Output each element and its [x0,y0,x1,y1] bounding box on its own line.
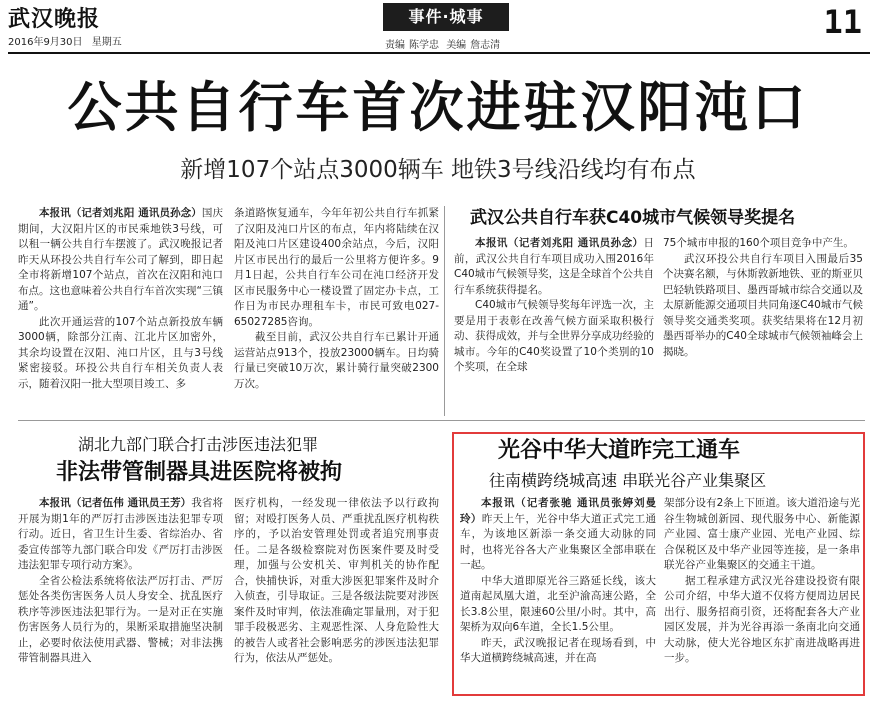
optics-paragraph-1: 昨天上午，光谷中华大道正式完工通车，为该地区新添一条交通大动脉的同时，也将光谷各大产业集聚区全部串联在一起。 [460,512,657,571]
column-divider [444,206,445,416]
award-paragraph-4: 武汉环投公共自行车项目入围最后35个决赛名额，与休斯敦新地铁、亚的斯亚贝巴轻轨铁路项目、墨西哥城市综合交通以及太原新能源交通项目共同角逐C40城市气候领导奖交通类奖项。获奖结果将在12月初墨西哥举办的C40全球城市气候领袖峰会上揭晓。 [663,252,863,358]
designer-name: 詹志清 [470,40,501,51]
award-article-col2 [663,236,863,360]
masthead-rule [8,52,870,54]
award-title: 武汉公共自行车获C40城市气候领导奖提名 [470,208,796,228]
hospital-paragraph-3: 医疗机构，一经发现一律依法予以行政拘留；对殴打医务人员、严重扰乱医疗机构秩序的，予以治安管理处罚或者追究刑事责任。二是各级检察院对伤医案件要及时受理，加强与公安机关、审判机关的协作配合，快捕快诉，对重大涉医犯罪案件及时介入侦查，引导取证。三是各级法院要对涉医案件及时审判，依法准确定罪量刑，对于犯罪手段极恶劣、主观恶性深、人身危险性大的被告人或者社会影响恶劣的涉医违法犯罪行为，依法从严惩处。 [234,497,439,664]
editor-credits [385,36,504,51]
optics-article-col1 [460,496,656,667]
page-number: 11 [823,3,862,41]
lead-paragraph-4: 截至目前，武汉公共自行车已累计开通运营站点913个，投放23000辆车。日均骑行量已突破10万次，累计骑行量突破2300万次。 [234,331,439,390]
award-paragraph-2: C40城市气候领导奖每年评选一次，主要是用于表彰在改善气候方面采取积极行动、获得成效，并与全世界分享成功经验的城市。今年的C40奖设置了10个类别的10个奖项，在全球 [454,299,654,373]
award-article-col1 [454,236,654,376]
award-paragraph-3: 75个城市申报的160个项目竞争中产生。 [663,237,854,249]
designer-label: 美编 [446,40,467,51]
issue-weekday: 星期五 [91,37,122,48]
hospital-kicker: 湖北九部门联合打击涉医违法犯罪 [78,435,319,454]
optics-byline: 本报讯（记者张驰 通讯员张婷刘曼玲） [460,497,656,525]
issue-date: 2016年9月30日 [8,37,83,48]
optics-paragraph-2: 中华大道即原光谷三路延长线，该大道南起凤凰大道，北至沪渝高速公路，全长3.8公里，限速60公里/小时。其中，高架桥为双向6车道，全长1.5公里。 [460,574,656,633]
optics-paragraph-3: 昨天，武汉晚报记者在现场看到，中华大道横跨绕城高速，并在高 [460,636,656,664]
optics-subtitle: 往南横跨绕城高速 串联光谷产业集聚区 [489,471,767,490]
lead-subheadline: 新增107个站点3000辆车 地铁3号线沿线均有布点 [180,157,696,183]
optics-paragraph-5: 据工程承建方武汉光谷建设投资有限公司介绍，中华大道不仅将方便周边居民出行、服务招商引资，还将配套各大产业园区发展，并为光谷再添一条南北向交通大动脉，使大光谷地区东扩南进战略再进一步。 [664,574,860,664]
optics-title: 光谷中华大道昨完工通车 [498,438,741,463]
lead-byline: 本报讯（记者刘兆阳 通讯员孙念） [39,207,202,219]
lead-article-col1 [18,206,223,392]
optics-paragraph-4: 架部分设有2条上下匝道。该大道沿途与光谷生物城创新园、现代服务中心、新能源产业园、富士康产业园、光电产业园、综合保税区及中华产业园等连接，是一条串联光谷产业集聚区的交通主干道。 [664,497,860,571]
hospital-byline: 本报讯（记者伍伟 通讯员王芳） [39,497,192,509]
hospital-title: 非法带管制器具进医院将被拘 [56,460,343,485]
lead-paragraph-2: 此次开通运营的107个站点新投放车辆3000辆，除部分江南、江北片区加密外，其余均设置在汉阳、沌口片区，且与3号线紧密接驳。环投公共自行车相关负责人表示，随着汉阳一批大型项目竣工、多 [18,315,223,390]
hospital-paragraph-1: 我省将开展为期1年的严厉打击涉医违法犯罪专项行动。近日，省卫生计生委、省综治办、省委宣传部等九部门联合印发《严厉打击涉医违法犯罪专项行动方案》。 [18,497,224,571]
hospital-article-col2 [234,496,439,667]
newspaper-name: 武汉晚报 [8,6,101,32]
editor-label: 责编 [385,40,405,51]
optics-article-col2 [664,496,860,667]
lead-article-col2 [234,206,439,392]
lead-headline: 公共自行车首次进驻汉阳沌口 [67,76,809,139]
masthead [0,0,876,52]
editor-name: 陈学忠 [409,40,439,51]
hospital-article-col1 [18,496,223,667]
section-divider [18,420,865,421]
lead-paragraph-3: 条道路恢复通车，今年年初公共自行车抓紧了汉阳及沌口片区的布点，年内将陆续在汉阳及沌口片区建设400余站点，今后，汉阳片区市民出行的最后一公里将方便许多。9月1日起，公共自行车公司在沌口经济开发区市民服务中心一楼设置了固定办卡点，工作日为市民办理租车卡，市民可致电027-65027285咨询。 [234,207,439,328]
award-paragraph-1: 日前，武汉公共自行车项目成功入围2016年C40城市气候领导奖，这是全球首个公共自行车系统获得提名。 [454,237,654,296]
lead-paragraph-1: 国庆期间，大汉阳片区的市民乘地铁3号线，可以租一辆公共自行车摆渡了。武汉晚报记者昨天从环投公共自行车公司了解到，即日起全市将新增107个站点，首次在汉阳和沌口布点。这也意味着公共自行车首次实现“三镇通”。 [18,207,223,312]
hospital-paragraph-2: 全省公检法系统将依法严厉打击、严厉惩处各类伤害医务人员人身安全、扰乱医疗秩序等涉医违法犯罪行为。一是对正在实施伤害医务人员行为的，果断采取措施坚决制止，必要时依法使用武器、警械；对非法携带管制器具进入 [18,574,223,664]
dateline [8,33,128,48]
award-byline: 本报讯（记者刘兆阳 通讯员孙念） [475,237,644,249]
section-badge: 事件·城事 [383,3,509,31]
